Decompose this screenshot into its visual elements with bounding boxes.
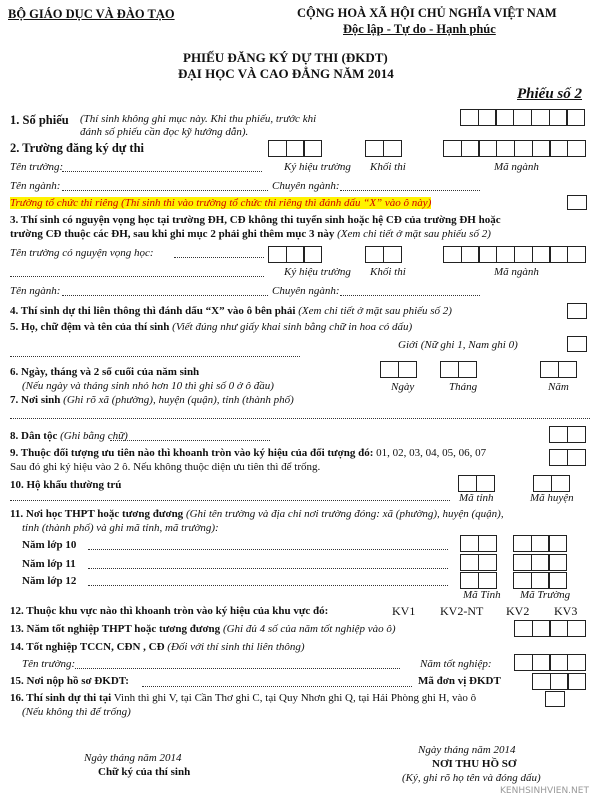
grade-11-field[interactable] <box>88 568 448 569</box>
section-2-label: 2. Trường đăng ký dự thi <box>10 141 145 155</box>
school-name-label: Tên trường: <box>10 161 64 173</box>
specialty-label: Chuyên ngành: <box>272 180 340 192</box>
section-14-year-boxes[interactable] <box>514 654 585 671</box>
area-kv2nt[interactable]: KV2-NT <box>440 604 484 618</box>
grade-province-caption: Mã Tỉnh <box>463 589 501 601</box>
unit-code-label: Mã đơn vị ĐKDT <box>418 675 501 687</box>
wish-school-label: Tên trường có nguyện vọng học: <box>10 247 154 259</box>
residence-field[interactable] <box>10 500 450 501</box>
section-11-label: 11. Nơi học THPT hoặc tương đương (Ghi tên trường và địa chỉ nơi trường đóng: xã (phường), huyện (quận), <box>10 508 504 520</box>
section-14-school-field[interactable] <box>75 668 400 669</box>
section-9-line2: Sau đó ghi ký hiệu vào 2 ô. Nếu không thuộc diện ưu tiên thì để trống. <box>10 461 321 473</box>
exam-location-box[interactable] <box>545 691 565 707</box>
specialty-field[interactable] <box>340 190 480 191</box>
wish-major-label: Tên ngành: <box>10 285 61 297</box>
section-11-note: tỉnh (thành phố) và ghi mã tỉnh, mã trường): <box>22 522 219 534</box>
grade-school-caption: Mã Trường <box>520 589 571 601</box>
receiver-title: NƠI THU HỒ SƠ <box>432 758 517 770</box>
grade-12-province-boxes[interactable] <box>460 572 495 589</box>
section-14-year-label: Năm tốt nghiệp: <box>420 658 492 670</box>
section-3-line2: trường CĐ thuộc các ĐH, sau khi ghi mục 2 phải ghi thêm mục 3 này (Xem chi tiết ở mặt sau phiếu số 2) <box>10 228 491 240</box>
school-name-field[interactable] <box>62 171 262 172</box>
receiver-note: (Ký, ghi rõ họ tên và đóng dấu) <box>402 772 541 784</box>
grade-10-province-boxes[interactable] <box>460 535 495 552</box>
school-code-boxes[interactable] <box>268 140 321 157</box>
grade-12-school-boxes[interactable] <box>513 572 566 589</box>
wish-school-code-boxes[interactable] <box>268 246 321 263</box>
grade-10-field[interactable] <box>88 549 448 550</box>
major-code-boxes[interactable] <box>443 140 585 157</box>
wish-school-field[interactable] <box>174 257 264 258</box>
wish-major-code-boxes[interactable] <box>443 246 585 263</box>
district-caption: Mã huyện <box>530 492 574 504</box>
grade-11-label: Năm lớp 11 <box>22 558 76 570</box>
full-name-field[interactable] <box>10 356 300 357</box>
wish-block-caption: Khối thi <box>370 266 406 278</box>
major-code-caption: Mã ngành <box>494 161 539 173</box>
wish-block-boxes[interactable] <box>365 246 400 263</box>
section-4-label: 4. Thí sinh dự thi liên thông thì đánh dấu “X” vào ô bên phải (Xem chi tiết ở mặt sau phiếu số 2) <box>10 305 452 317</box>
section-15-label: 15. Nơi nộp hồ sơ ĐKDT: <box>10 675 129 687</box>
wish-specialty-field[interactable] <box>340 295 480 296</box>
section-1-note: (Thí sinh không ghi mục này. Khi thu phiếu, trước khi <box>80 113 317 125</box>
section-8-label: 8. Dân tộc (Ghi bằng chữ) <box>10 430 128 442</box>
grade-11-school-boxes[interactable] <box>513 554 566 571</box>
major-name-field[interactable] <box>62 190 268 191</box>
wish-major-code-caption: Mã ngành <box>494 266 539 278</box>
form-number: Phiếu số 2 <box>517 86 583 102</box>
section-1-label: 1. Số phiếu <box>10 113 69 127</box>
section-6-label: 6. Ngày, tháng và 2 số cuối của năm sinh <box>10 366 200 378</box>
birth-year-boxes[interactable] <box>540 361 575 378</box>
year-caption: Năm <box>548 381 569 393</box>
province-caption: Mã tỉnh <box>459 492 494 504</box>
birth-month-boxes[interactable] <box>440 361 475 378</box>
ethnicity-field[interactable] <box>110 440 270 441</box>
form-number-boxes[interactable] <box>460 109 584 126</box>
receiver-date: Ngày tháng năm 2014 <box>418 744 516 756</box>
wish-major-field[interactable] <box>62 295 268 296</box>
special-exam-note: Trường tổ chức thi riêng (Thí sinh thi vào trường tổ chức thi riêng thì đánh dấu “X” vào ô này) <box>10 197 432 209</box>
republic-name: CỘNG HOÀ XÃ HỘI CHỦ NGHĨA VIỆT NAM <box>297 6 557 20</box>
unit-code-boxes[interactable] <box>532 673 585 690</box>
transfer-checkbox[interactable] <box>567 303 587 319</box>
day-caption: Ngày <box>391 381 415 393</box>
candidate-date: Ngày tháng năm 2014 <box>84 752 182 764</box>
area-kv3[interactable]: KV3 <box>554 604 578 618</box>
ministry-name: BỘ GIÁO DỤC VÀ ĐÀO TẠO <box>8 7 175 21</box>
form-subtitle: ĐẠI HỌC VÀ CAO ĐẲNG NĂM 2014 <box>178 66 394 81</box>
residence-province-boxes[interactable] <box>458 475 493 492</box>
section-16-note: (Nếu không thì để trống) <box>22 706 131 718</box>
birthplace-field[interactable] <box>10 418 590 419</box>
section-13-label: 13. Năm tốt nghiệp THPT hoặc tương đương (Ghi đủ 4 số của năm tốt nghiệp vào ô) <box>10 623 396 635</box>
special-exam-checkbox[interactable] <box>567 195 587 210</box>
form-title: PHIẾU ĐĂNG KÝ DỰ THI (ĐKDT) <box>183 50 388 65</box>
wish-school-field-2[interactable] <box>10 276 264 277</box>
national-motto: Độc lập - Tự do - Hạnh phúc <box>343 22 496 36</box>
watermark: KENHSINHVIEN.NET <box>500 786 589 796</box>
section-1-note-2: đánh số phiếu cần đọc kỹ hướng dẫn). <box>80 126 249 138</box>
residence-district-boxes[interactable] <box>533 475 568 492</box>
grade-11-province-boxes[interactable] <box>460 554 495 571</box>
area-kv1[interactable]: KV1 <box>392 604 416 618</box>
grade-10-school-boxes[interactable] <box>513 535 566 552</box>
grad-year-boxes[interactable] <box>514 620 585 637</box>
section-16-label: 16. Thí sinh dự thi tại Vinh thì ghi V, tại Cần Thơ ghi C, tại Quy Nhơn ghi Q, tại Hải Phòng ghi H, vào ô <box>10 692 477 704</box>
section-14-school-label: Tên trường: <box>22 658 76 670</box>
section-6-note: (Nếu ngày và tháng sinh nhỏ hơn 10 thì ghi số 0 ở ô đầu) <box>22 380 274 392</box>
gender-label: Giới (Nữ ghi 1, Nam ghi 0) <box>398 339 518 351</box>
candidate-signature-label: Chữ ký của thí sinh <box>98 766 191 778</box>
birth-day-boxes[interactable] <box>380 361 415 378</box>
section-9-label: 9. Thuộc đối tượng ưu tiên nào thì khoanh tròn vào ký hiệu của đối tượng đó: 01, 02, 03, 04, 05, 06, 07 <box>10 447 487 459</box>
block-boxes[interactable] <box>365 140 400 157</box>
grade-12-field[interactable] <box>88 585 448 586</box>
area-kv2[interactable]: KV2 <box>506 604 530 618</box>
month-caption: Tháng <box>449 381 478 393</box>
section-12-label: 12. Thuộc khu vực nào thì khoanh tròn vào ký hiệu của khu vực đó: <box>10 605 329 617</box>
grade-12-label: Năm lớp 12 <box>22 575 77 587</box>
section-5-label: 5. Họ, chữ đệm và tên của thí sinh (Viết đúng như giấy khai sinh bằng chữ in hoa có dấu) <box>10 321 413 333</box>
grade-10-label: Năm lớp 10 <box>22 539 77 551</box>
section-3-line1: 3. Thí sinh có nguyện vọng học tại trường ĐH, CĐ không thi tuyển sinh hoặc hệ CĐ của trường ĐH hoặc <box>10 214 501 226</box>
wish-specialty-label: Chuyên ngành: <box>272 285 340 297</box>
priority-boxes[interactable] <box>549 449 584 466</box>
section-14-label: 14. Tốt nghiệp TCCN, CĐN , CĐ (Đối với thí sinh thi liên thông) <box>10 641 305 653</box>
major-name-label: Tên ngành: <box>10 180 61 192</box>
block-caption: Khối thi <box>370 161 406 173</box>
gender-box[interactable] <box>567 336 587 352</box>
section-10-label: 10. Hộ khẩu thường trú <box>10 479 122 491</box>
section-7-label: 7. Nơi sinh (Ghi rõ xã (phường), huyện (quận), tỉnh (thành phố) <box>10 394 294 406</box>
submission-place-field[interactable] <box>142 686 412 687</box>
wish-school-code-caption: Ký hiệu trường <box>284 266 351 278</box>
ethnicity-boxes[interactable] <box>549 426 584 443</box>
school-code-caption: Ký hiệu trường <box>284 161 351 173</box>
